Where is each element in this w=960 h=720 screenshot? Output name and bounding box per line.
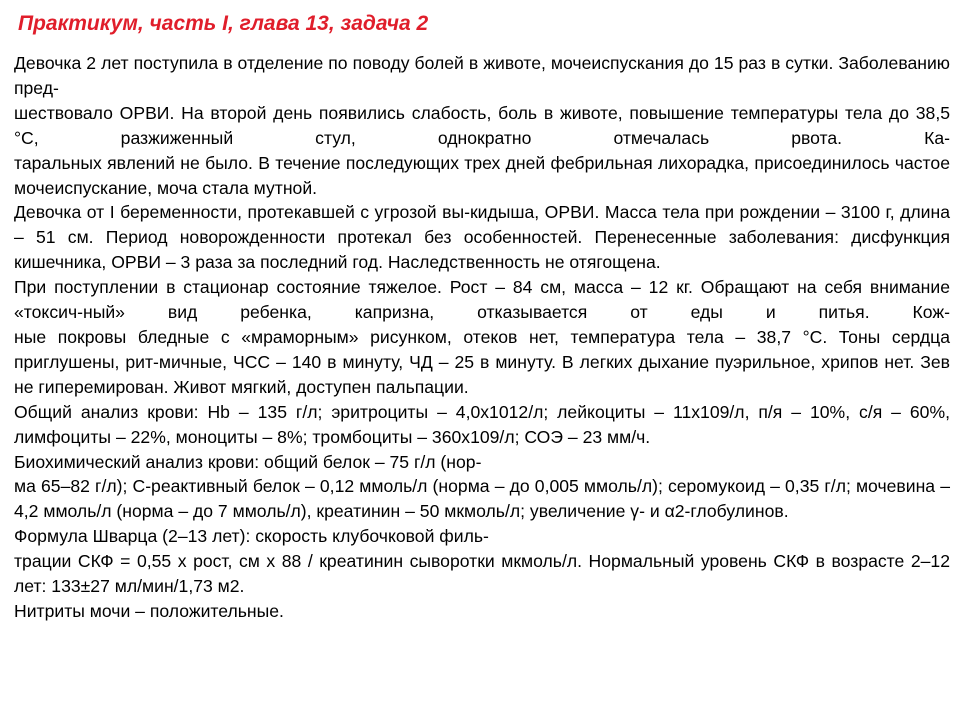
paragraph-9: ма 65–82 г/л); С-реактивный белок – 0,12 ммоль/л (норма – до 0,005 ммоль/л); серомукоид – 0,35 г/л; мочевина – 4,2 ммоль/л (норма – до 7 ммоль/л), креатинин – 50 мкмоль/л; увеличение γ- и α2-глобулинов. [14,476,950,522]
paragraph-7: Общий анализ крови: Hb – 135 г/л; эритроциты – 4,0x1012/л; лейкоциты – 11x109/л, п/я – 10%, с/я – 60%, лимфоциты – 22%, моноциты – 8%; тромбоциты – 360x109/л; СОЭ – 23 мм/ч. [14,401,950,447]
paragraph-5: При поступлении в стационар состояние тяжелое. Рост – 84 см, масса – 12 кг. Обращают на себя внимание «токсич-ный» вид ребенка, капризна, отказывается от еды и питья. Кож- [14,277,950,323]
slide-title: Практикум, часть I, глава 13, задача 2 [18,12,429,35]
paragraph-12: Нитриты мочи – положительные. [14,600,284,621]
paragraph-1: Девочка 2 лет поступила в отделение по поводу болей в животе, мочеиспускания до 15 раз в сутки. Заболеванию пред- [14,53,950,98]
paragraph-6: ные покровы бледные с «мраморным» рисунком, отеков нет, температура тела – 38,7 °С. Тоны сердца приглушены, рит-мичные, ЧСС – 140 в минуту, ЧД – 25 в минуту. В легких дыхание пуэрильное, хрипов нет. Зев не гиперемирован. Живот мягкий, доступен пальпации. [14,326,950,397]
paragraph-3: таральных явлений не было. В течение последующих трех дней фебрильная лихорадка, присоединилось частое мочеиспускание, моча стала мутной. [14,152,950,198]
paragraph-8: Биохимический анализ крови: общий белок – 75 г/л (нор- [14,451,482,472]
paragraph-2: шествовало ОРВИ. На второй день появились слабость, боль в животе, повышение температуры тела до 38,5 °С, разжиженный стул, однократно отмечалась рвота. Ка- [14,102,950,148]
case-text [14,51,950,624]
paragraph-10: Формула Шварца (2–13 лет): скорость клубочковой филь- [14,526,489,547]
paragraph-4: Девочка от I беременности, протекавшей с угрозой вы-кидыша, ОРВИ. Масса тела при рождении – 3100 г, длина – 51 см. Период новорожденности протекал без особенностей. Перенесенные заболевания: дисфункция кишечника, ОРВИ – 3 раза за последний год. Наследственность не отягощена. [14,202,950,273]
paragraph-11: трации СКФ = 0,55 х рост, см х 88 / креатинин сыворотки мкмоль/л. Нормальный уровень СКФ в возрасте 2–12 лет: 133±27 мл/мин/1,73 м2. [14,551,950,597]
